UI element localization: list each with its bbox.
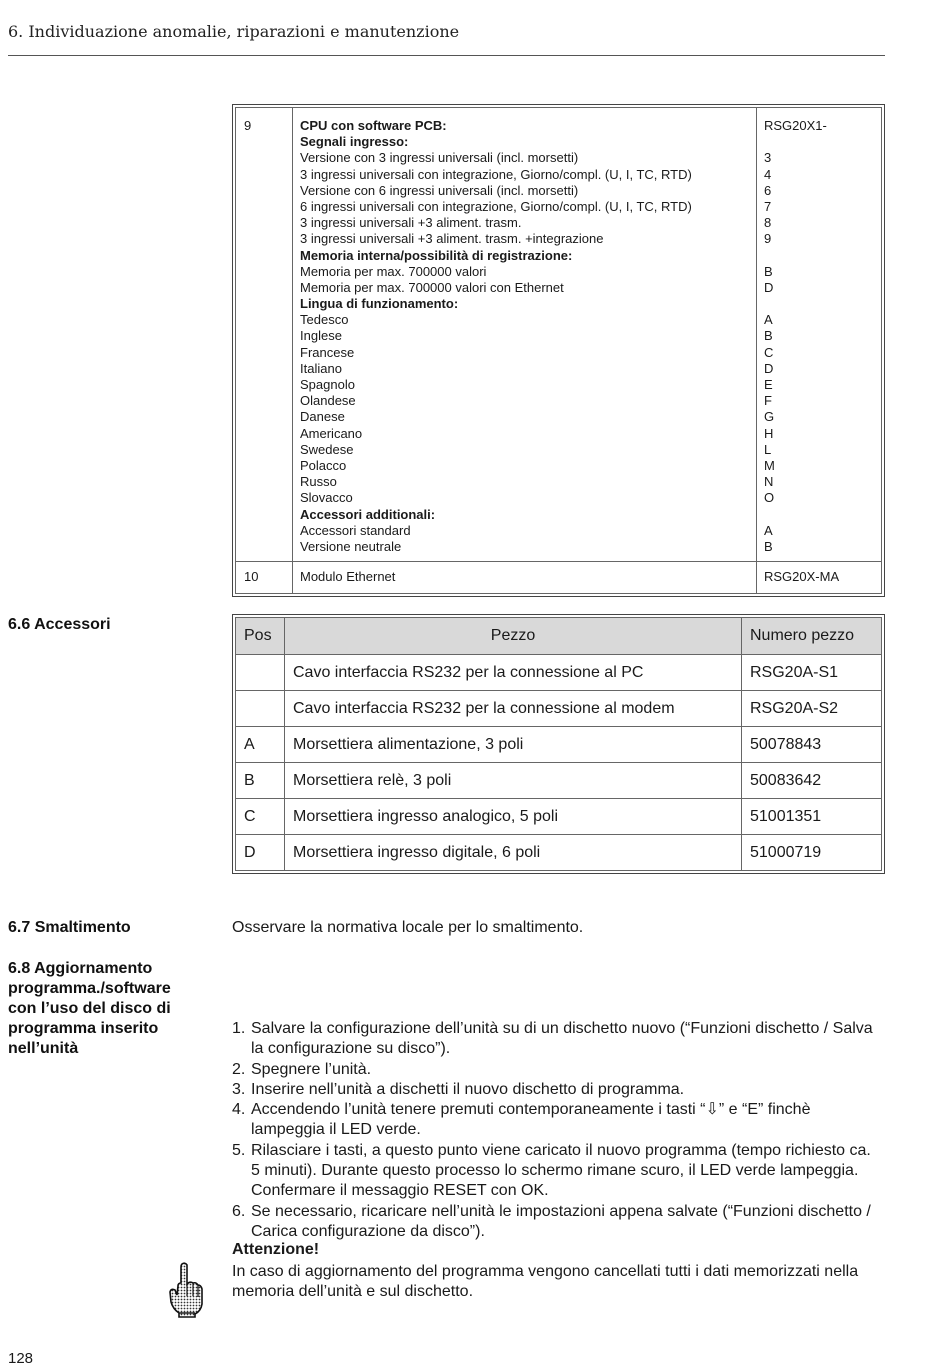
order-option-label: 6 ingressi universali con integrazione, Giorno/compl. (U, I, TC, RTD): [300, 198, 692, 214]
table-row: [236, 835, 882, 871]
step-text: Spegnere l’unità.: [251, 1060, 372, 1078]
section-heading-smaltimento: 6.7 Smaltimento: [8, 919, 131, 936]
page-number: 128: [8, 1350, 34, 1367]
accessory-pos: [236, 691, 285, 727]
accessory-number: 51001351: [742, 799, 882, 835]
accessory-part: Morsettiera relè, 3 poli: [285, 763, 742, 799]
page-header-title: 6. Individuazione anomalie, riparazioni e manutenzione: [8, 22, 460, 41]
order-code-10: RSG20X-MA: [757, 562, 882, 594]
order-option-label: 3 ingressi universali con integrazione, Giorno/compl. (U, I, TC, RTD): [300, 166, 692, 182]
step-text: Salvare la configurazione dell’unità su di un dischetto nuovo (“Funzioni dischetto / Salva la configurazione su disco”).: [251, 1020, 873, 1058]
order-option-label: Olandese: [300, 393, 356, 409]
order-option-code: [764, 134, 881, 150]
order-option-code: 6: [764, 182, 772, 198]
column-header-numero: Numero pezzo: [742, 618, 882, 655]
step-text: Inserire nell’unità a dischetti il nuovo dischetto di programma.: [251, 1080, 685, 1098]
order-option-label: Versione neutrale: [300, 538, 402, 554]
accessory-pos: A: [236, 727, 285, 763]
order-option-code: A: [764, 312, 773, 328]
order-option-code: A: [764, 522, 773, 538]
order-group-heading: Accessori additionali:: [300, 506, 436, 522]
list-item: [232, 1080, 882, 1100]
order-group-heading: Memoria interna/possibilità di registrazione:: [300, 247, 573, 263]
order-option-code: F: [764, 393, 772, 409]
list-item: [232, 1060, 882, 1080]
table-row: [236, 108, 882, 562]
step-number: 3.: [232, 1080, 246, 1098]
order-option-label: Versione con 6 ingressi universali (incl. morsetti): [300, 182, 579, 198]
order-option-label: Swedese: [300, 441, 354, 457]
order-option-label: Versione con 3 ingressi universali (incl. morsetti): [300, 150, 579, 166]
order-option-code: 9: [764, 231, 772, 247]
heading-line: con l’uso del disco di: [8, 1000, 171, 1017]
order-option-code: [764, 296, 881, 312]
order-desc-10: Modulo Ethernet: [293, 562, 757, 594]
accessory-number: RSG20A-S2: [742, 691, 882, 727]
order-option-code: 7: [764, 198, 772, 214]
order-option-label: Slovacco: [300, 490, 353, 506]
order-option-code: 4: [764, 166, 772, 182]
order-option-label: Inglese: [300, 328, 342, 344]
order-option-label: Polacco: [300, 457, 347, 473]
order-option-code: [764, 507, 881, 523]
table-row: [236, 562, 882, 594]
order-option-label: Danese: [300, 409, 345, 425]
order-code-table: [232, 104, 885, 597]
accessory-pos: [236, 655, 285, 691]
accessory-number: 50083642: [742, 763, 882, 799]
table-row: [236, 799, 882, 835]
order-option-label: 3 ingressi universali +3 aliment. trasm.: [300, 215, 522, 231]
order-option-code: O: [764, 490, 775, 506]
order-group-heading: Segnali ingresso:: [300, 134, 409, 150]
order-option-code: RSG20X1-: [764, 118, 827, 133]
accessories-table: [232, 614, 885, 874]
accessory-part: Morsettiera alimentazione, 3 poli: [285, 727, 742, 763]
order-option-code: B: [764, 538, 773, 554]
accessory-pos: B: [236, 763, 285, 799]
heading-line: nell’unità: [8, 1040, 79, 1057]
table-row: [236, 691, 882, 727]
order-option-code: B: [764, 263, 773, 279]
order-option-label: Spagnolo: [300, 377, 355, 392]
order-group-heading: Lingua di funzionamento:: [300, 296, 459, 312]
order-option-code: 8: [764, 215, 772, 231]
header-divider: [8, 55, 885, 56]
step-text: Accendendo l’unità tenere premuti contemporaneamente i tasti “⇩” e “E” finchè lampeggia il LED verde.: [251, 1101, 811, 1139]
order-option-code: D: [764, 279, 774, 295]
order-option-label: Americano: [300, 425, 363, 441]
order-option-code: C: [764, 344, 774, 360]
table-row: [236, 655, 882, 691]
heading-line: programma inserito: [8, 1020, 159, 1037]
step-number: 5.: [232, 1141, 246, 1159]
accessory-pos: D: [236, 835, 285, 871]
order-option-label: Accessori standard: [300, 522, 411, 538]
update-steps-list: [232, 1019, 882, 1242]
accessory-pos: C: [236, 799, 285, 835]
order-option-code: [764, 248, 881, 264]
list-item: [232, 1019, 882, 1060]
step-number: 2.: [232, 1060, 246, 1078]
order-option-label: Memoria per max. 700000 valori con Ethernet: [300, 279, 564, 295]
accessory-part: Morsettiera ingresso digitale, 6 poli: [285, 835, 742, 871]
order-option-label: Italiano: [300, 360, 342, 376]
order-option-code: N: [764, 474, 774, 490]
step-text: Se necessario, ricaricare nell’unità le impostazioni appena salvate (“Funzioni dischetto / Carica configurazione da disco”).: [251, 1202, 871, 1240]
accessory-part: Cavo interfaccia RS232 per la connessione al modem: [285, 691, 742, 727]
order-option-code: G: [764, 409, 775, 425]
order-option-code: M: [764, 457, 775, 473]
order-option-code: 3: [764, 150, 772, 166]
table-row: [236, 727, 882, 763]
heading-line: programma./software: [8, 980, 171, 997]
order-option-code: L: [764, 441, 772, 457]
accessory-part: Morsettiera ingresso analogico, 5 poli: [285, 799, 742, 835]
order-option-code: E: [764, 377, 773, 392]
list-item: [232, 1202, 882, 1243]
step-number: 1.: [232, 1020, 246, 1037]
list-item: [232, 1100, 882, 1141]
step-text: Rilasciare i tasti, a questo punto viene caricato il nuovo programma (tempo richiesto ca. 5 minuti). Durante questo processo lo schermo rimane scuro, il LED verde lampeggia. Confermare il messaggio RESET con OK.: [251, 1141, 871, 1200]
section-heading-accessori: 6.6 Accessori: [8, 616, 111, 633]
order-option-label: 3 ingressi universali +3 aliment. trasm. +integrazione: [300, 231, 604, 247]
heading-line: 6.8 Aggiornamento: [8, 960, 153, 977]
table-header-row: [236, 618, 882, 655]
step-number: 6.: [232, 1202, 246, 1220]
order-code-9: [757, 108, 882, 562]
list-item: [232, 1141, 882, 1202]
order-option-code: B: [764, 328, 773, 344]
disposal-text: Osservare la normativa locale per lo smaltimento.: [232, 919, 584, 936]
order-option-code: D: [764, 360, 774, 376]
pointing-hand-icon: [168, 1262, 204, 1323]
section-heading-aggiornamento: [8, 959, 171, 1059]
accessory-number: 50078843: [742, 727, 882, 763]
order-option-code: H: [764, 425, 774, 441]
table-row: [236, 763, 882, 799]
order-desc-9: [293, 108, 757, 562]
accessory-number: 51000719: [742, 835, 882, 871]
order-option-label: Russo: [300, 474, 337, 490]
accessory-number: RSG20A-S1: [742, 655, 882, 691]
step-number: 4.: [232, 1101, 246, 1119]
order-option-label: Tedesco: [300, 312, 349, 328]
attention-text: In caso di aggiornamento del programma vengono cancellati tutti i dati memorizzati nella memoria dell’unità e sul dischetto.: [232, 1263, 859, 1301]
accessory-part: Cavo interfaccia RS232 per la connessione al PC: [285, 655, 742, 691]
attention-label: Attenzione!: [232, 1241, 320, 1258]
order-pos-10: 10: [236, 562, 293, 594]
order-option-label: Memoria per max. 700000 valori: [300, 263, 487, 279]
order-pos-9: 9: [236, 108, 293, 562]
column-header-pezzo: Pezzo: [285, 618, 742, 655]
order-group-heading: CPU con software PCB:: [300, 118, 447, 133]
column-header-pos: Pos: [236, 618, 285, 655]
order-option-label: Francese: [300, 344, 355, 360]
